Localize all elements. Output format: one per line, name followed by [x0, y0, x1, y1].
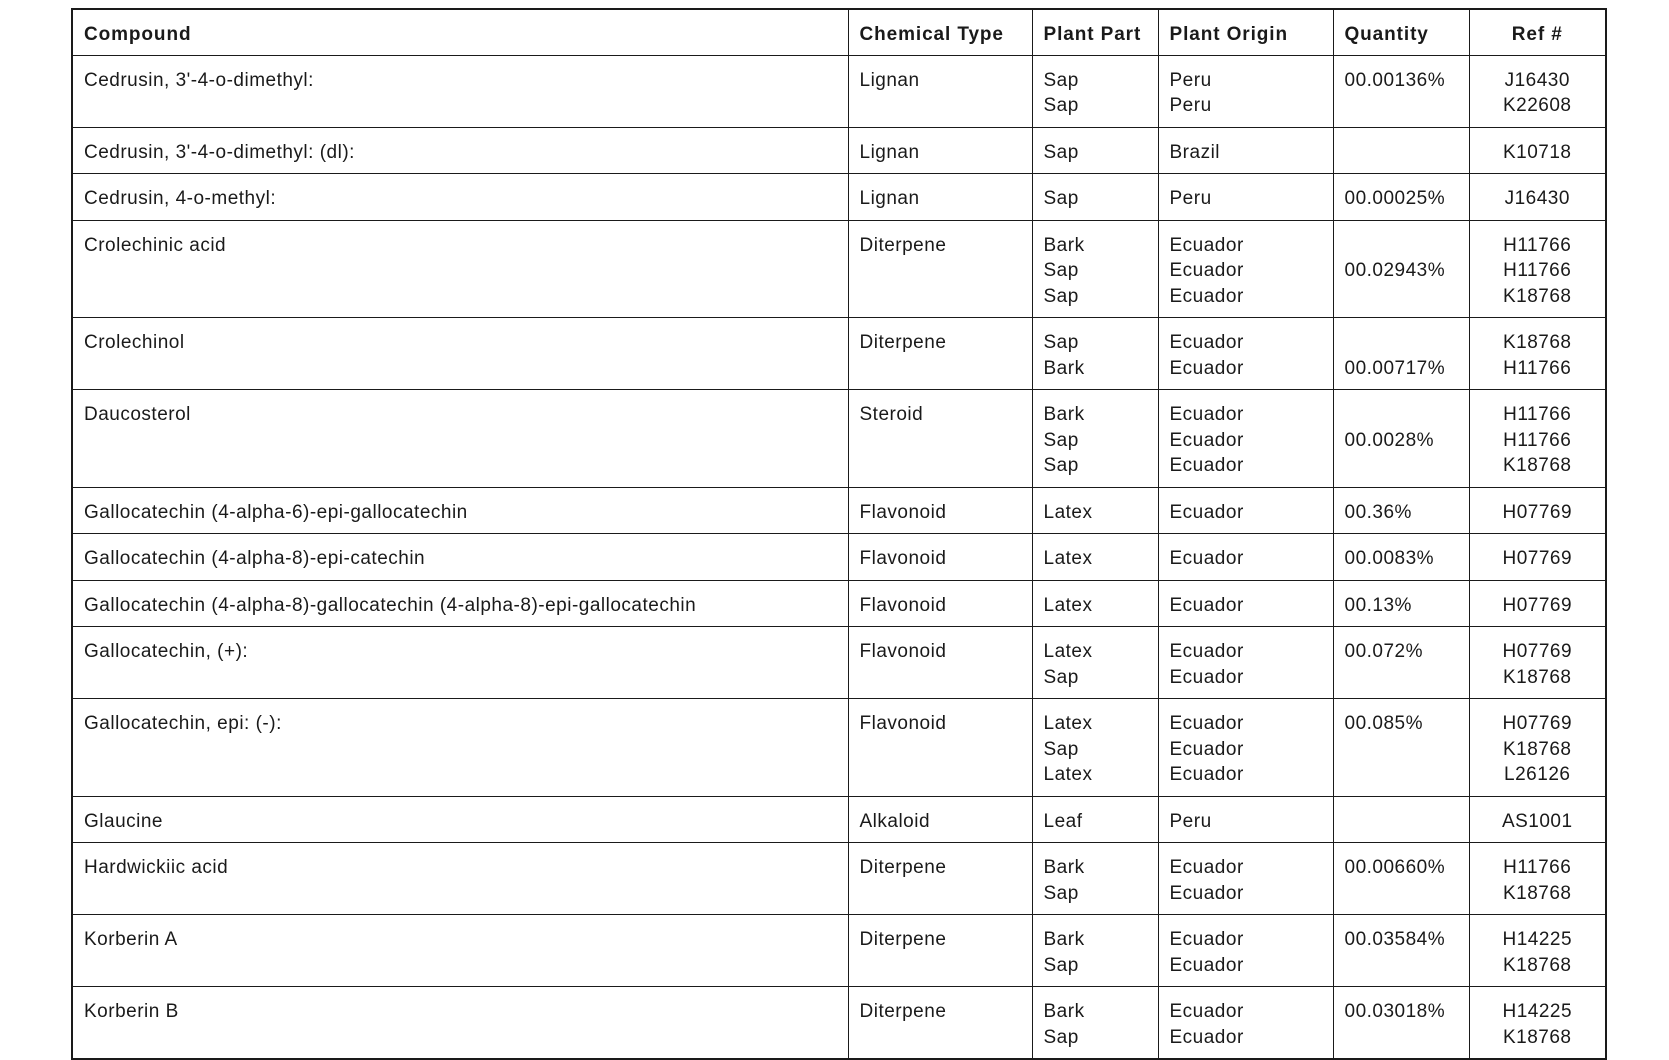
- cell-quantity-line: [1345, 665, 1469, 691]
- cell-refs-line: J16430: [1504, 69, 1570, 91]
- cell-refs-line: H14225: [1502, 929, 1573, 950]
- cell-type: [848, 390, 1032, 488]
- cell-parts-line: Bark: [1043, 929, 1085, 950]
- cell-quantity: [1333, 699, 1469, 797]
- cell-type-line: Alkaloid: [859, 810, 931, 832]
- cell-origins: [1158, 220, 1333, 318]
- cell-parts-line: Sap: [1043, 69, 1079, 91]
- cell-compound-line: Hardwickiic acid: [84, 857, 229, 878]
- cell-parts-line: Sap: [1043, 954, 1079, 976]
- cell-origins-line: Ecuador: [1169, 713, 1244, 734]
- cell-parts: [1032, 534, 1158, 581]
- cell-parts: [1032, 915, 1158, 987]
- table-row: [72, 127, 1606, 174]
- cell-quantity-line: 00.36%: [1344, 501, 1412, 523]
- cell-compound: [72, 55, 848, 127]
- cell-type: [848, 487, 1032, 534]
- cell-refs: [1469, 220, 1606, 318]
- cell-parts-line: Sap: [1043, 429, 1079, 451]
- cell-refs-line: K18768: [1502, 285, 1572, 307]
- cell-compound: [72, 390, 848, 488]
- cell-parts: [1032, 220, 1158, 318]
- cell-type-line: Lignan: [859, 141, 920, 163]
- cell-origins-line: Ecuador: [1169, 548, 1244, 569]
- cell-quantity-line: 00.03584%: [1344, 929, 1446, 950]
- cell-origins-line: Ecuador: [1169, 641, 1244, 662]
- cell-quantity: [1333, 390, 1469, 488]
- cell-origins: [1158, 796, 1333, 843]
- cell-type: [848, 699, 1032, 797]
- cell-type: [848, 534, 1032, 581]
- cell-refs: [1469, 127, 1606, 174]
- table-header-row: [72, 9, 1606, 55]
- table-row: [72, 174, 1606, 221]
- cell-quantity-line: [1345, 809, 1469, 835]
- header-ref: Ref #: [1469, 9, 1606, 55]
- cell-quantity-line: 00.00025%: [1344, 188, 1446, 209]
- cell-refs: [1469, 915, 1606, 987]
- cell-quantity: [1333, 487, 1469, 534]
- cell-compound-line: Gallocatechin (4-alpha-8)-epi-catechin: [84, 548, 426, 569]
- cell-parts: [1032, 987, 1158, 1060]
- cell-quantity-line: 00.072%: [1344, 641, 1424, 662]
- cell-refs-line: K18768: [1502, 455, 1572, 476]
- cell-compound: [72, 915, 848, 987]
- cell-compound: [72, 487, 848, 534]
- cell-type: [848, 318, 1032, 390]
- cell-compound-line: Cedrusin, 3'-4-o-dimethyl:: [84, 69, 314, 91]
- cell-origins: [1158, 843, 1333, 915]
- cell-origins-line: Peru: [1169, 69, 1212, 91]
- cell-quantity-line: [1345, 762, 1469, 788]
- cell-type-line: Diterpene: [859, 234, 947, 256]
- compound-table-container: [71, 8, 1605, 1060]
- cell-refs-line: H07769: [1502, 713, 1573, 734]
- cell-parts: [1032, 318, 1158, 390]
- cell-compound: [72, 174, 848, 221]
- cell-refs: [1469, 843, 1606, 915]
- cell-quantity-line: [1345, 453, 1469, 479]
- cell-origins-line: Ecuador: [1169, 260, 1244, 281]
- cell-quantity-line: 00.03018%: [1344, 1001, 1446, 1022]
- cell-parts-line: Latex: [1043, 548, 1093, 569]
- cell-parts: [1032, 55, 1158, 127]
- cell-refs-line: AS1001: [1501, 810, 1573, 832]
- cell-quantity: [1333, 987, 1469, 1060]
- cell-parts-line: Latex: [1043, 594, 1093, 616]
- cell-refs-line: K18768: [1502, 882, 1572, 904]
- cell-type: [848, 174, 1032, 221]
- cell-refs-line: K18768: [1502, 332, 1572, 353]
- cell-refs: [1469, 55, 1606, 127]
- cell-type-line: Diterpene: [859, 929, 947, 950]
- cell-parts-line: Bark: [1043, 404, 1085, 425]
- cell-quantity-line: [1345, 93, 1469, 119]
- cell-type: [848, 843, 1032, 915]
- cell-parts-line: Sap: [1043, 285, 1079, 307]
- table-row: [72, 915, 1606, 987]
- cell-origins-line: Ecuador: [1169, 1001, 1244, 1022]
- cell-quantity-line: 00.02943%: [1344, 260, 1446, 281]
- cell-refs-line: K22608: [1502, 95, 1572, 116]
- header-plant-origin: Plant Origin: [1158, 9, 1333, 55]
- cell-quantity-line: 00.00660%: [1344, 857, 1446, 878]
- cell-parts-line: Sap: [1043, 882, 1079, 904]
- cell-compound-line: Crolechinol: [84, 332, 185, 353]
- cell-parts-line: Sap: [1043, 666, 1079, 688]
- cell-type: [848, 796, 1032, 843]
- cell-refs: [1469, 699, 1606, 797]
- cell-origins: [1158, 487, 1333, 534]
- cell-origins-line: Peru: [1169, 810, 1212, 832]
- cell-refs: [1469, 627, 1606, 699]
- cell-type: [848, 915, 1032, 987]
- cell-origins-line: Ecuador: [1169, 666, 1244, 688]
- cell-origins-line: Ecuador: [1169, 929, 1244, 950]
- cell-refs-line: K18768: [1502, 954, 1572, 976]
- cell-refs-line: H11766: [1503, 260, 1572, 281]
- cell-type-line: Flavonoid: [859, 641, 947, 662]
- cell-type-line: Diterpene: [859, 1001, 947, 1022]
- cell-refs-line: H11766: [1503, 234, 1572, 256]
- cell-origins-line: Ecuador: [1169, 594, 1244, 616]
- cell-compound-line: Cedrusin, 3'-4-o-dimethyl: (dl):: [84, 141, 355, 163]
- cell-refs: [1469, 174, 1606, 221]
- cell-quantity-line: [1345, 140, 1469, 166]
- cell-parts-line: Sap: [1043, 738, 1079, 760]
- cell-parts-line: Latex: [1043, 501, 1093, 523]
- cell-parts-line: Sap: [1043, 141, 1079, 163]
- cell-quantity: [1333, 627, 1469, 699]
- cell-refs: [1469, 390, 1606, 488]
- table-body: [72, 55, 1606, 1059]
- table-row: [72, 580, 1606, 627]
- cell-type-line: Flavonoid: [859, 548, 947, 569]
- cell-parts-line: Sap: [1043, 1026, 1079, 1048]
- cell-type-line: Lignan: [859, 188, 920, 209]
- cell-compound-line: Glaucine: [84, 810, 163, 832]
- cell-parts: [1032, 796, 1158, 843]
- cell-refs-line: H07769: [1502, 501, 1573, 523]
- header-compound: Compound: [72, 9, 848, 55]
- cell-origins: [1158, 174, 1333, 221]
- cell-type-line: Flavonoid: [859, 501, 947, 523]
- cell-parts-line: Latex: [1043, 641, 1093, 662]
- cell-parts-line: Bark: [1043, 1001, 1085, 1022]
- cell-quantity: [1333, 318, 1469, 390]
- cell-parts: [1032, 390, 1158, 488]
- cell-parts: [1032, 580, 1158, 627]
- cell-origins-line: Ecuador: [1169, 501, 1244, 523]
- cell-quantity-line: 00.13%: [1344, 594, 1412, 616]
- cell-quantity: [1333, 174, 1469, 221]
- header-quantity: Quantity: [1333, 9, 1469, 55]
- cell-compound-line: Gallocatechin, (+):: [84, 641, 249, 662]
- cell-quantity-line: [1345, 737, 1469, 763]
- cell-origins-line: Ecuador: [1169, 429, 1244, 451]
- cell-origins: [1158, 915, 1333, 987]
- table-row: [72, 796, 1606, 843]
- cell-parts: [1032, 487, 1158, 534]
- cell-origins: [1158, 318, 1333, 390]
- cell-parts-line: Bark: [1043, 857, 1085, 878]
- header-plant-part: Plant Part: [1032, 9, 1158, 55]
- cell-origins: [1158, 580, 1333, 627]
- compound-table: [71, 8, 1607, 1060]
- cell-origins: [1158, 987, 1333, 1060]
- cell-refs-line: H11766: [1503, 404, 1572, 425]
- cell-quantity: [1333, 220, 1469, 318]
- cell-origins-line: Ecuador: [1169, 285, 1244, 307]
- cell-type-line: Lignan: [859, 69, 920, 91]
- cell-origins: [1158, 627, 1333, 699]
- cell-origins-line: Ecuador: [1169, 404, 1244, 425]
- cell-refs: [1469, 987, 1606, 1060]
- cell-parts-line: Latex: [1043, 764, 1093, 785]
- cell-refs-line: H11766: [1503, 357, 1572, 379]
- table-row: [72, 487, 1606, 534]
- cell-origins-line: Brazil: [1169, 141, 1221, 163]
- cell-type: [848, 127, 1032, 174]
- cell-type-line: Flavonoid: [859, 594, 947, 616]
- cell-compound: [72, 796, 848, 843]
- cell-origins: [1158, 55, 1333, 127]
- cell-origins: [1158, 390, 1333, 488]
- cell-refs-line: H07769: [1502, 641, 1573, 662]
- cell-parts-line: Latex: [1043, 713, 1093, 734]
- cell-compound: [72, 627, 848, 699]
- cell-refs: [1469, 318, 1606, 390]
- cell-refs-line: H07769: [1502, 548, 1573, 569]
- cell-quantity-line: [1345, 284, 1469, 310]
- cell-refs-line: H14225: [1502, 1001, 1573, 1022]
- cell-compound-line: Cedrusin, 4-o-methyl:: [84, 188, 277, 209]
- cell-origins-line: Ecuador: [1169, 332, 1244, 353]
- cell-parts: [1032, 627, 1158, 699]
- cell-quantity-line: 00.085%: [1344, 713, 1424, 734]
- cell-origins-line: Ecuador: [1169, 882, 1244, 904]
- cell-compound-line: Daucosterol: [84, 404, 191, 425]
- cell-type: [848, 987, 1032, 1060]
- table-row: [72, 534, 1606, 581]
- cell-parts-line: Sap: [1043, 332, 1079, 353]
- cell-quantity-line: [1345, 953, 1469, 979]
- cell-parts-line: Bark: [1043, 234, 1085, 256]
- cell-origins-line: Ecuador: [1169, 357, 1244, 379]
- cell-type-line: Flavonoid: [859, 713, 947, 734]
- cell-type: [848, 55, 1032, 127]
- cell-type-line: Diterpene: [859, 332, 947, 353]
- cell-compound: [72, 987, 848, 1060]
- cell-compound-line: Korberin B: [84, 1001, 179, 1022]
- cell-refs: [1469, 796, 1606, 843]
- table-row: [72, 390, 1606, 488]
- table-row: [72, 987, 1606, 1060]
- cell-refs-line: K10718: [1502, 141, 1572, 163]
- cell-compound: [72, 318, 848, 390]
- cell-quantity: [1333, 796, 1469, 843]
- cell-quantity: [1333, 534, 1469, 581]
- cell-refs-line: J16430: [1504, 188, 1570, 209]
- cell-refs-line: H11766: [1503, 429, 1572, 451]
- cell-compound-line: Gallocatechin (4-alpha-8)-gallocatechin (4-alpha-8)-epi-gallocatechin: [84, 594, 697, 616]
- table-row: [72, 699, 1606, 797]
- cell-refs-line: K18768: [1502, 666, 1572, 688]
- cell-quantity-line: 00.00717%: [1344, 357, 1446, 379]
- cell-parts: [1032, 699, 1158, 797]
- cell-type: [848, 220, 1032, 318]
- cell-origins-line: Ecuador: [1169, 954, 1244, 976]
- header-chemical-type: Chemical Type: [848, 9, 1032, 55]
- cell-compound: [72, 580, 848, 627]
- cell-refs-line: L26126: [1504, 764, 1571, 785]
- cell-compound: [72, 534, 848, 581]
- cell-parts: [1032, 174, 1158, 221]
- cell-origins: [1158, 699, 1333, 797]
- cell-compound-line: Crolechinic acid: [84, 234, 227, 256]
- cell-refs: [1469, 487, 1606, 534]
- cell-origins-line: Ecuador: [1169, 738, 1244, 760]
- cell-parts-line: Sap: [1043, 188, 1079, 209]
- cell-type: [848, 580, 1032, 627]
- cell-origins-line: Ecuador: [1169, 764, 1244, 785]
- cell-compound-line: Korberin A: [84, 929, 178, 950]
- cell-quantity-line: 00.0083%: [1344, 548, 1435, 569]
- cell-type-line: Steroid: [859, 404, 924, 425]
- cell-quantity-line: 00.0028%: [1344, 429, 1435, 451]
- cell-quantity: [1333, 127, 1469, 174]
- cell-quantity: [1333, 55, 1469, 127]
- cell-parts-line: Leaf: [1043, 810, 1083, 832]
- table-row: [72, 55, 1606, 127]
- table-row: [72, 843, 1606, 915]
- cell-quantity-line: [1345, 881, 1469, 907]
- table-row: [72, 220, 1606, 318]
- cell-compound-line: Gallocatechin (4-alpha-6)-epi-gallocatechin: [84, 501, 468, 523]
- cell-quantity: [1333, 843, 1469, 915]
- cell-parts: [1032, 127, 1158, 174]
- cell-parts-line: Sap: [1043, 455, 1079, 476]
- cell-refs-line: K18768: [1502, 738, 1572, 760]
- cell-compound: [72, 843, 848, 915]
- cell-parts-line: Sap: [1043, 95, 1079, 116]
- cell-compound-line: Gallocatechin, epi: (-):: [84, 713, 282, 734]
- cell-compound: [72, 220, 848, 318]
- cell-origins-line: Peru: [1169, 95, 1212, 116]
- cell-refs-line: H07769: [1502, 594, 1573, 616]
- table-row: [72, 627, 1606, 699]
- cell-refs-line: H11766: [1503, 857, 1572, 878]
- cell-parts-line: Bark: [1043, 357, 1085, 379]
- cell-type-line: Diterpene: [859, 857, 947, 878]
- table-row: [72, 318, 1606, 390]
- cell-origins-line: Peru: [1169, 188, 1212, 209]
- cell-origins-line: Ecuador: [1169, 857, 1244, 878]
- cell-quantity: [1333, 915, 1469, 987]
- cell-refs: [1469, 534, 1606, 581]
- cell-origins: [1158, 534, 1333, 581]
- cell-origins-line: Ecuador: [1169, 455, 1244, 476]
- cell-quantity-line: [1345, 233, 1469, 259]
- cell-refs: [1469, 580, 1606, 627]
- cell-parts-line: Sap: [1043, 260, 1079, 281]
- cell-origins: [1158, 127, 1333, 174]
- cell-quantity-line: [1345, 402, 1469, 428]
- cell-compound: [72, 699, 848, 797]
- cell-quantity-line: [1345, 330, 1469, 356]
- cell-type: [848, 627, 1032, 699]
- cell-origins-line: Ecuador: [1169, 234, 1244, 256]
- cell-quantity-line: [1345, 1025, 1469, 1051]
- cell-refs-line: K18768: [1502, 1026, 1572, 1048]
- cell-origins-line: Ecuador: [1169, 1026, 1244, 1048]
- cell-quantity-line: 00.00136%: [1344, 69, 1446, 91]
- cell-compound: [72, 127, 848, 174]
- cell-quantity: [1333, 580, 1469, 627]
- cell-parts: [1032, 843, 1158, 915]
